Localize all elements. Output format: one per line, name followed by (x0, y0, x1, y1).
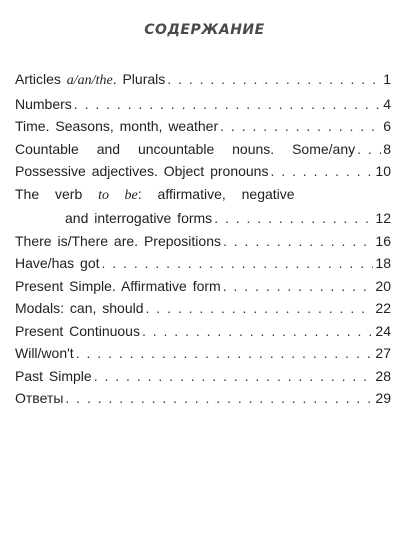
toc-page-number: 22 (375, 300, 391, 316)
toc-entry-title: The verb to be: affirmative, negative (15, 185, 295, 203)
toc-entry (15, 160, 391, 183)
toc-entry (15, 115, 391, 138)
dot-leader (165, 68, 381, 91)
toc-entry-title: and interrogative forms (65, 210, 213, 226)
toc-page-number: 24 (375, 322, 391, 339)
toc-page-number: 12 (375, 210, 391, 226)
toc-entry-continuation (15, 207, 391, 230)
toc-page-number: 10 (375, 163, 391, 179)
toc-entry (15, 68, 391, 93)
toc-entry-title: Numbers (15, 95, 72, 112)
toc-entry-title: Possessive adjectives. Object pronouns (15, 163, 269, 179)
dot-leader (72, 93, 381, 116)
toc-entry (15, 297, 391, 320)
dot-leader (92, 365, 374, 388)
dot-leader (140, 320, 373, 343)
toc-page-number: 16 (375, 232, 391, 249)
dot-leader (144, 297, 374, 320)
toc-page-number: 20 (375, 277, 391, 294)
table-of-contents (15, 68, 391, 410)
toc-entry-title: Articles a/an/the. Plurals (15, 71, 166, 88)
toc-entry (15, 320, 391, 343)
toc-page-number: 27 (375, 345, 391, 361)
toc-page-number: 1 (383, 71, 391, 87)
toc-page-number: 29 (375, 390, 391, 406)
dot-leader (100, 252, 374, 275)
dot-leader (221, 230, 373, 253)
toc-entry-title: Time. Seasons, month, weather (15, 118, 219, 134)
toc-page-number: 6 (383, 118, 391, 134)
toc-entry-title: Will/won't (15, 345, 74, 361)
toc-entry-title: Have/has got (15, 255, 100, 271)
toc-page-number: 4 (383, 95, 391, 112)
toc-entry-title: There is/There are. Prepositions (15, 232, 221, 249)
dot-leader (355, 138, 381, 161)
toc-entry-title: Present Continuous (15, 322, 140, 339)
page-title: СОДЕРЖАНИЕ (144, 22, 265, 38)
toc-entry-title: Present Simple. Affirmative form (15, 277, 221, 294)
toc-entry (15, 252, 391, 275)
dot-leader (218, 115, 381, 138)
toc-entry-title: Ответы (15, 390, 64, 406)
toc-entry (15, 342, 391, 365)
toc-entry (15, 230, 391, 253)
toc-entry-title: Countable and uncountable nouns. Some/any (15, 140, 356, 157)
dot-leader (63, 387, 373, 410)
toc-entry (15, 275, 391, 298)
toc-page-number: 18 (375, 255, 391, 271)
dot-leader (221, 275, 374, 298)
toc-entry (15, 93, 391, 116)
toc-entry-title: Past Simple (15, 367, 92, 384)
toc-entry-title: Modals: can, should (15, 300, 144, 316)
toc-page-number: 28 (375, 367, 391, 384)
dot-leader (268, 160, 373, 183)
toc-entry (15, 138, 391, 161)
dot-leader (74, 342, 374, 365)
toc-entry (15, 387, 391, 410)
toc-entry (15, 183, 391, 208)
toc-page-number: 8 (383, 140, 391, 157)
dot-leader (212, 207, 373, 230)
toc-entry (15, 365, 391, 388)
